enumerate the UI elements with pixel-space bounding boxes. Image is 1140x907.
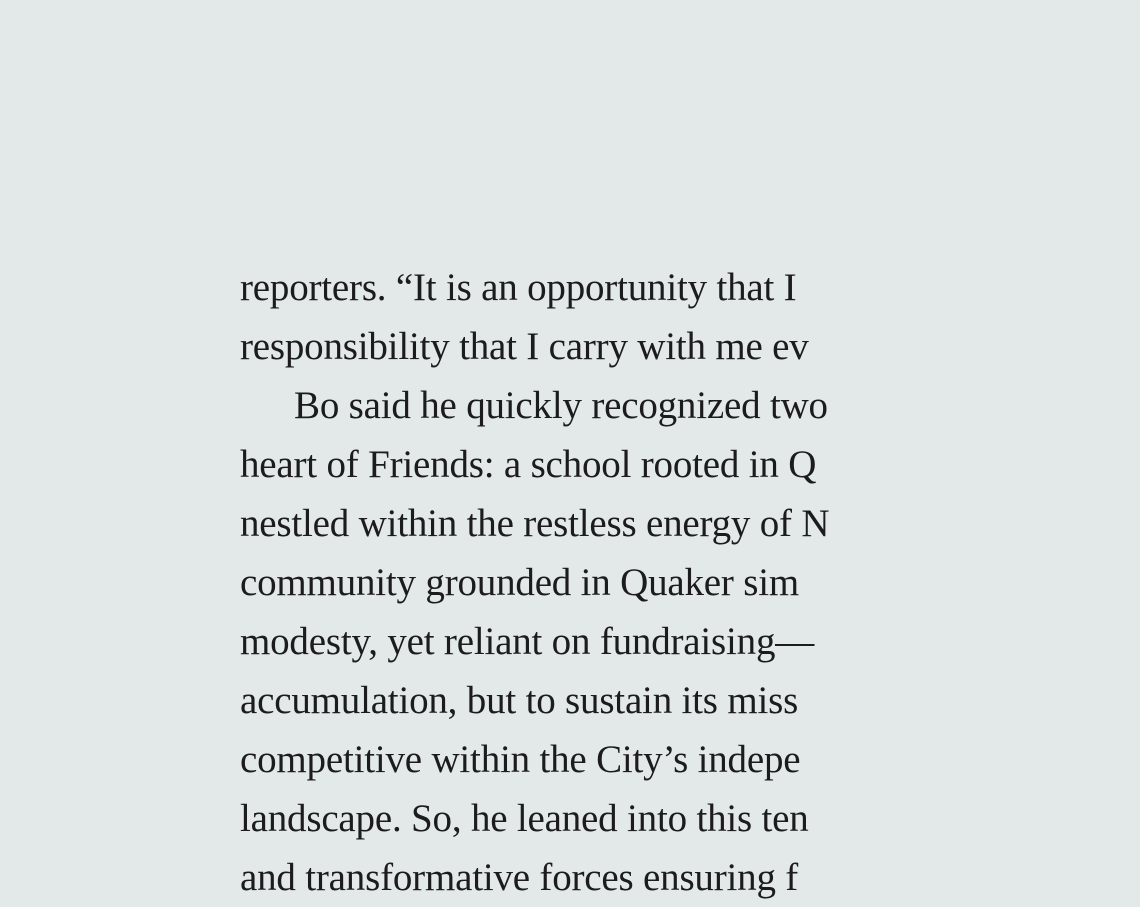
text-line: nestled within the restless energy of N xyxy=(240,502,830,545)
text-line: heart of Friends: a school rooted in Q xyxy=(240,443,817,486)
text-line: and transformative forces ensuring f xyxy=(240,856,799,899)
text-line: competitive within the City’s indepe xyxy=(240,738,801,781)
text-line: accumulation, but to sustain its miss xyxy=(240,679,799,722)
body-text xyxy=(240,258,1140,907)
paragraph-start-line: Bo said he quickly recognized two xyxy=(294,384,828,427)
text-line: landscape. So, he leaned into this ten xyxy=(240,797,809,840)
text-line: responsibility that I carry with me ev xyxy=(240,325,809,368)
text-line: modesty, yet reliant on fundraising— xyxy=(240,620,815,663)
text-line: community grounded in Quaker sim xyxy=(240,561,800,604)
text-line: reporters. “It is an opportunity that I xyxy=(240,266,797,309)
